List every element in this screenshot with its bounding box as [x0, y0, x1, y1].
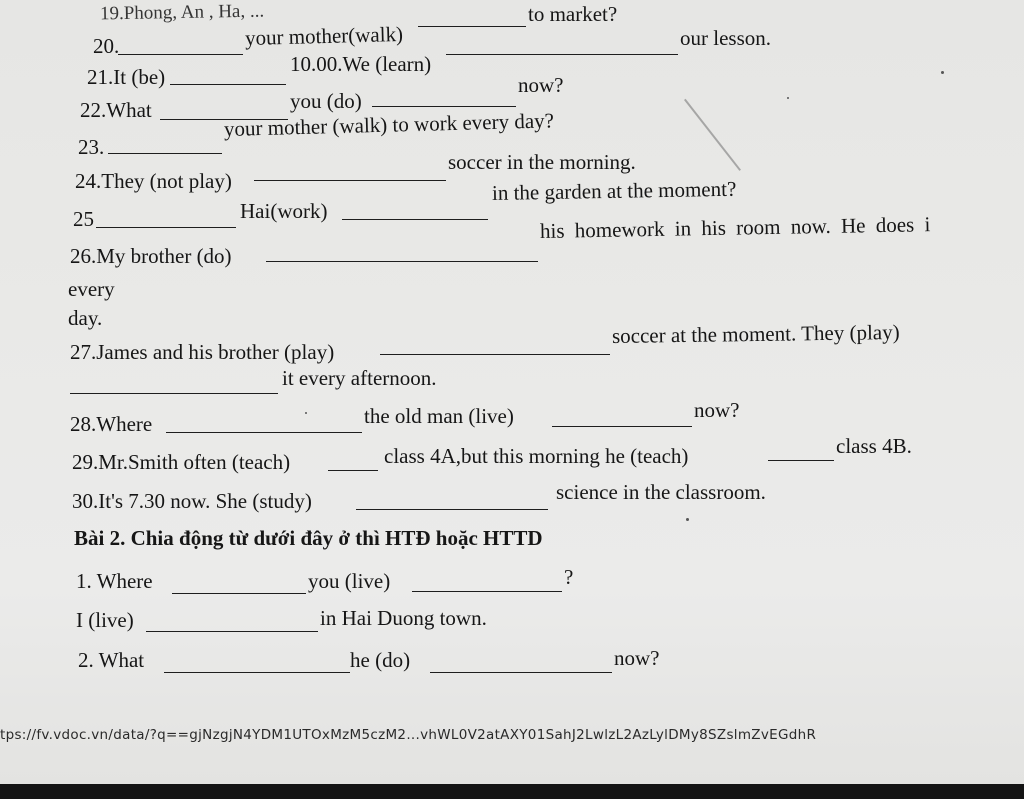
blank-line	[164, 672, 350, 673]
exercise-30-end: science in the classroom.	[556, 480, 766, 504]
blank-line	[266, 261, 538, 262]
exercise-2-title: Bài 2. Chia động từ dưới đây ở thì HTĐ hoặc HTTD	[74, 526, 543, 550]
exercise-2-q1-answer	[0, 606, 1024, 640]
exercise-22-number: 22.What	[80, 98, 152, 122]
blank-line	[552, 426, 692, 427]
speck	[787, 97, 789, 99]
exercise-2-q1-end: ?	[564, 565, 574, 589]
blank-line	[342, 219, 488, 220]
blank-line	[418, 26, 526, 27]
exercise-20-number: 20.	[93, 34, 120, 58]
exercise-19	[0, 0, 1024, 34]
blank-line	[146, 631, 318, 632]
blank-line	[96, 227, 236, 228]
exercise-2-q2-number: 2. What	[78, 648, 145, 672]
exercise-26-number: 26.My brother (do)	[70, 244, 232, 268]
blank-line	[108, 153, 222, 154]
blank-line	[356, 509, 548, 510]
exercise-29-end: class 4B.	[836, 434, 912, 458]
exercise-2-q1-answer-start: I (live)	[76, 608, 134, 632]
exercise-28-prompt: the old man (live)	[364, 404, 514, 428]
blank-line	[380, 354, 610, 355]
exercise-26-end: his homework in his room now. He does i	[539, 212, 931, 243]
exercise-2-q1-prompt: you (live)	[308, 569, 391, 593]
exercise-2-q1-answer-end: in Hai Duong town.	[320, 606, 487, 630]
exercise-26-cont2-text: day.	[68, 306, 103, 330]
exercise-30-number: 30.It's 7.30 now. She (study)	[72, 489, 312, 513]
exercise-2-q2-prompt: he (do)	[350, 648, 411, 672]
exercise-20-end: to market?	[528, 2, 618, 26]
blank-line	[172, 593, 306, 594]
exercise-2-q1-number: 1. Where	[76, 569, 153, 593]
exercise-21-number: 21.It (be)	[87, 65, 166, 89]
blank-line	[170, 84, 286, 85]
blank-line	[328, 470, 378, 471]
blank-line	[372, 106, 516, 107]
exercise-2-q2-end: now?	[614, 646, 660, 670]
blank-line	[768, 460, 834, 461]
blank-line	[254, 180, 446, 181]
exercise-30	[0, 480, 1024, 521]
exercise-26-cont-text: every	[68, 277, 115, 301]
exercise-22-prompt: you (do)	[290, 89, 362, 113]
photo-border	[0, 784, 1024, 799]
exercise-20-prompt: your mother(walk)	[244, 21, 404, 51]
exercise-29-prompt: class 4A,but this morning he (teach)	[384, 444, 689, 468]
speck	[941, 71, 944, 74]
exercise-28-end: now?	[694, 398, 740, 422]
blank-line	[166, 432, 362, 433]
exercise-19-text: 19.Phong, An , Ha, ...	[99, 0, 265, 25]
exercise-23-number: 23.	[78, 135, 105, 159]
blank-line	[430, 672, 612, 673]
exercise-21-prompt: 10.00.We (learn)	[290, 52, 432, 76]
exercise-2-q2	[0, 646, 1024, 680]
exercise-2-q1	[0, 567, 1024, 601]
footer-url: tps://fv.vdoc.vn/data/?q==gjNzgjN4YDM1UTOxMzM5czM2...vhWL0V2atAXY01SahJ2LwlzL2AzLylDMy8SZslmZvEGdhR	[0, 727, 817, 743]
exercise-22-end: now?	[518, 73, 564, 97]
exercise-29-number: 29.Mr.Smith often (teach)	[72, 450, 291, 474]
exercise-2-heading	[0, 524, 1024, 558]
exercise-27-cont-text: it every afternoon.	[282, 366, 437, 390]
exercise-25-prompt: Hai(work)	[240, 199, 328, 223]
exercise-21-end: our lesson.	[680, 26, 771, 50]
blank-line	[118, 54, 243, 55]
exercise-29	[0, 434, 1024, 482]
exercise-25-number: 25	[73, 207, 94, 231]
exercise-27-end: soccer at the moment. They (play)	[611, 319, 900, 348]
exercise-24-number: 24.They (not play)	[75, 169, 232, 193]
speck	[305, 412, 307, 414]
blank-line	[70, 393, 278, 394]
exercise-23-prompt: your mother (walk) to work every day?	[223, 108, 555, 141]
exercise-27-number: 27.James and his brother (play)	[70, 340, 335, 364]
exercise-25-end: in the garden at the moment?	[491, 176, 737, 205]
exercise-27-cont	[0, 368, 1024, 402]
speck	[686, 518, 689, 521]
exercise-24-end: soccer in the morning.	[448, 150, 636, 174]
exercise-28-number: 28.Where	[70, 412, 153, 436]
blank-line	[412, 591, 562, 592]
blank-line	[446, 54, 678, 55]
